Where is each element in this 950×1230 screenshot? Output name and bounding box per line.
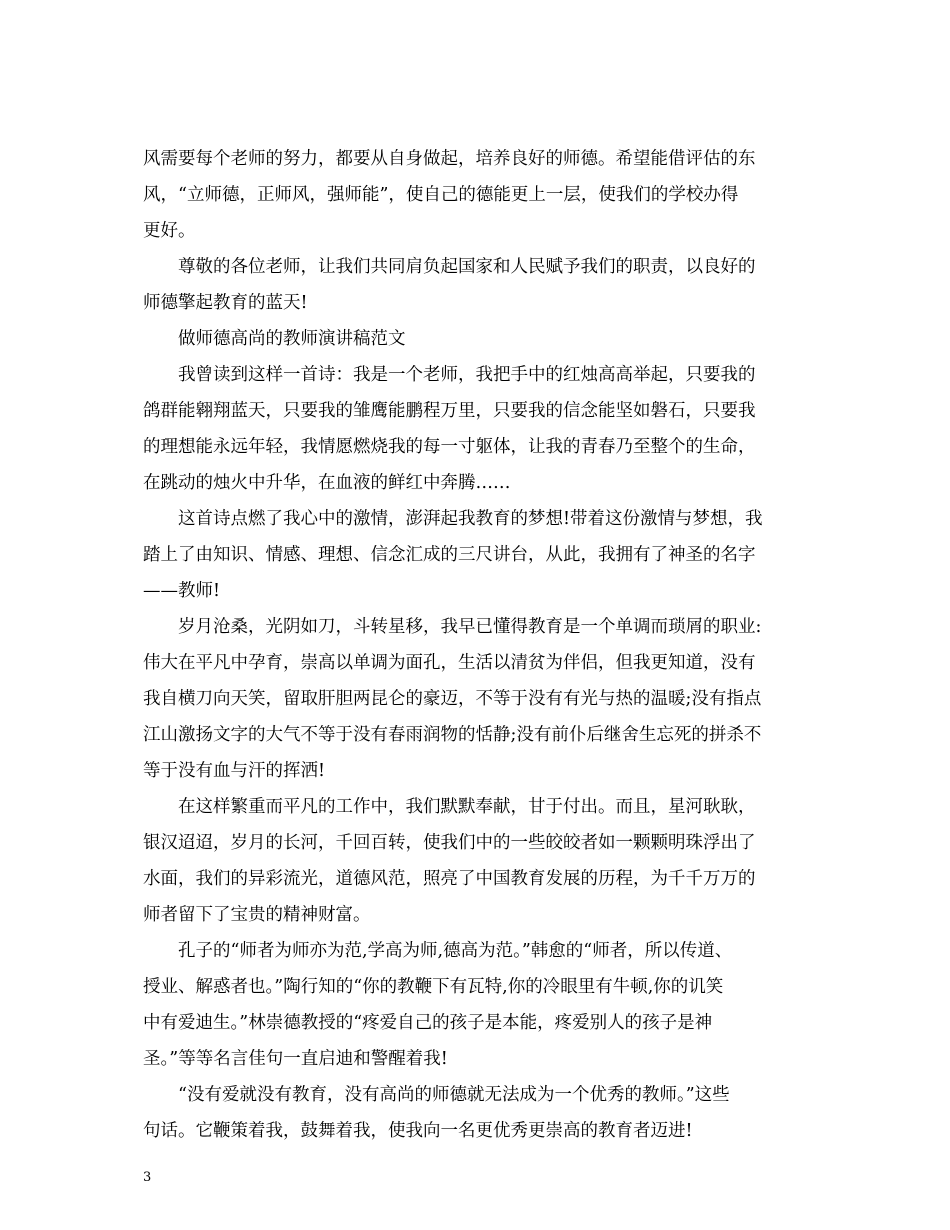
- text-line: 在跳动的烛火中升华，在血液的鲜红中奔腾……: [143, 473, 511, 493]
- text-line: 师德擎起教育的蓝天!: [143, 293, 308, 313]
- section-title: 做师德高尚的教师演讲稿范文: [178, 329, 406, 349]
- text-line: 师者留下了宝贵的精神财富。: [143, 905, 371, 925]
- text-line: 更好。: [143, 221, 196, 241]
- text-line: 伟大在平凡中孕育，崇高以单调为面孔，生活以清贫为伴侣，但我更知道，没有: [143, 653, 756, 673]
- text-line: 中有爱迪生。”林崇德教授的“疼爱自己的孩子是本能，疼爱别人的孩子是神: [143, 1013, 713, 1033]
- page-number: 3: [143, 1170, 152, 1185]
- text-line: 鸽群能翱翔蓝天，只要我的雏鹰能鹏程万里，只要我的信念能坚如磐石，只要我: [143, 401, 756, 421]
- paragraph-first-line: “没有爱就没有教育，没有高尚的师德就无法成为一个优秀的教师。”这些: [178, 1085, 730, 1105]
- text-line: 风，“立师德，正师风，强师能”，使自己的德能更上一层，使我们的学校办得: [143, 185, 739, 205]
- paragraph-first-line: 尊敬的各位老师，让我们共同肩负起国家和人民赋予我们的职责，以良好的: [178, 257, 756, 277]
- text-line: 江山激扬文字的大气不等于没有春雨润物的恬静;没有前仆后继舍生忘死的拼杀不: [143, 725, 762, 745]
- text-line: 授业、解惑者也。”陶行知的“你的教鞭下有瓦特,你的冷眼里有牛顿,你的讥笑: [143, 977, 724, 997]
- paragraph-first-line: 孔子的“师者为师亦为范,学高为师,德高为范。”韩愈的“师者，所以传道、: [178, 941, 733, 961]
- text-line: 风需要每个老师的努力，都要从自身做起，培养良好的师德。希望能借评估的东: [143, 149, 756, 169]
- text-line: 句话。它鞭策着我，鼓舞着我，使我向一名更优秀更崇高的教育者迈进!: [143, 1121, 693, 1141]
- text-line: 的理想能永远年轻，我情愿燃烧我的每一寸躯体，让我的青春乃至整个的生命，: [143, 437, 756, 457]
- text-line: 踏上了由知识、情感、理想、信念汇成的三尺讲台，从此，我拥有了神圣的名字: [143, 545, 756, 565]
- paragraph-first-line: 在这样繁重而平凡的工作中，我们默默奉献，甘于付出。而且，星河耿耿，: [178, 797, 756, 817]
- text-line: 等于没有血与汗的挥洒!: [143, 761, 326, 781]
- text-line: 圣。”等等名言佳句一直启迪和警醒着我!: [143, 1049, 448, 1069]
- text-line: ——教师!: [143, 581, 221, 601]
- text-line: 银汉迢迢，岁月的长河，千回百转，使我们中的一些皎皎者如一颗颗明珠浮出了: [143, 833, 756, 853]
- text-line: 水面，我们的异彩流光，道德风范，照亮了中国教育发展的历程，为千千万万的: [143, 869, 756, 889]
- paragraph-first-line: 岁月沧桑，光阴如刀，斗转星移，我早已懂得教育是一个单调而琐屑的职业:: [178, 617, 762, 637]
- paragraph-first-line: 我曾读到这样一首诗：我是一个老师，我把手中的红烛高高举起，只要我的: [178, 365, 756, 385]
- text-line: 我自横刀向天笑，留取肝胆两昆仑的豪迈，不等于没有有光与热的温暖;没有指点: [143, 689, 762, 709]
- paragraph-first-line: 这首诗点燃了我心中的激情，澎湃起我教育的梦想!带着这份激情与梦想，我: [178, 509, 763, 529]
